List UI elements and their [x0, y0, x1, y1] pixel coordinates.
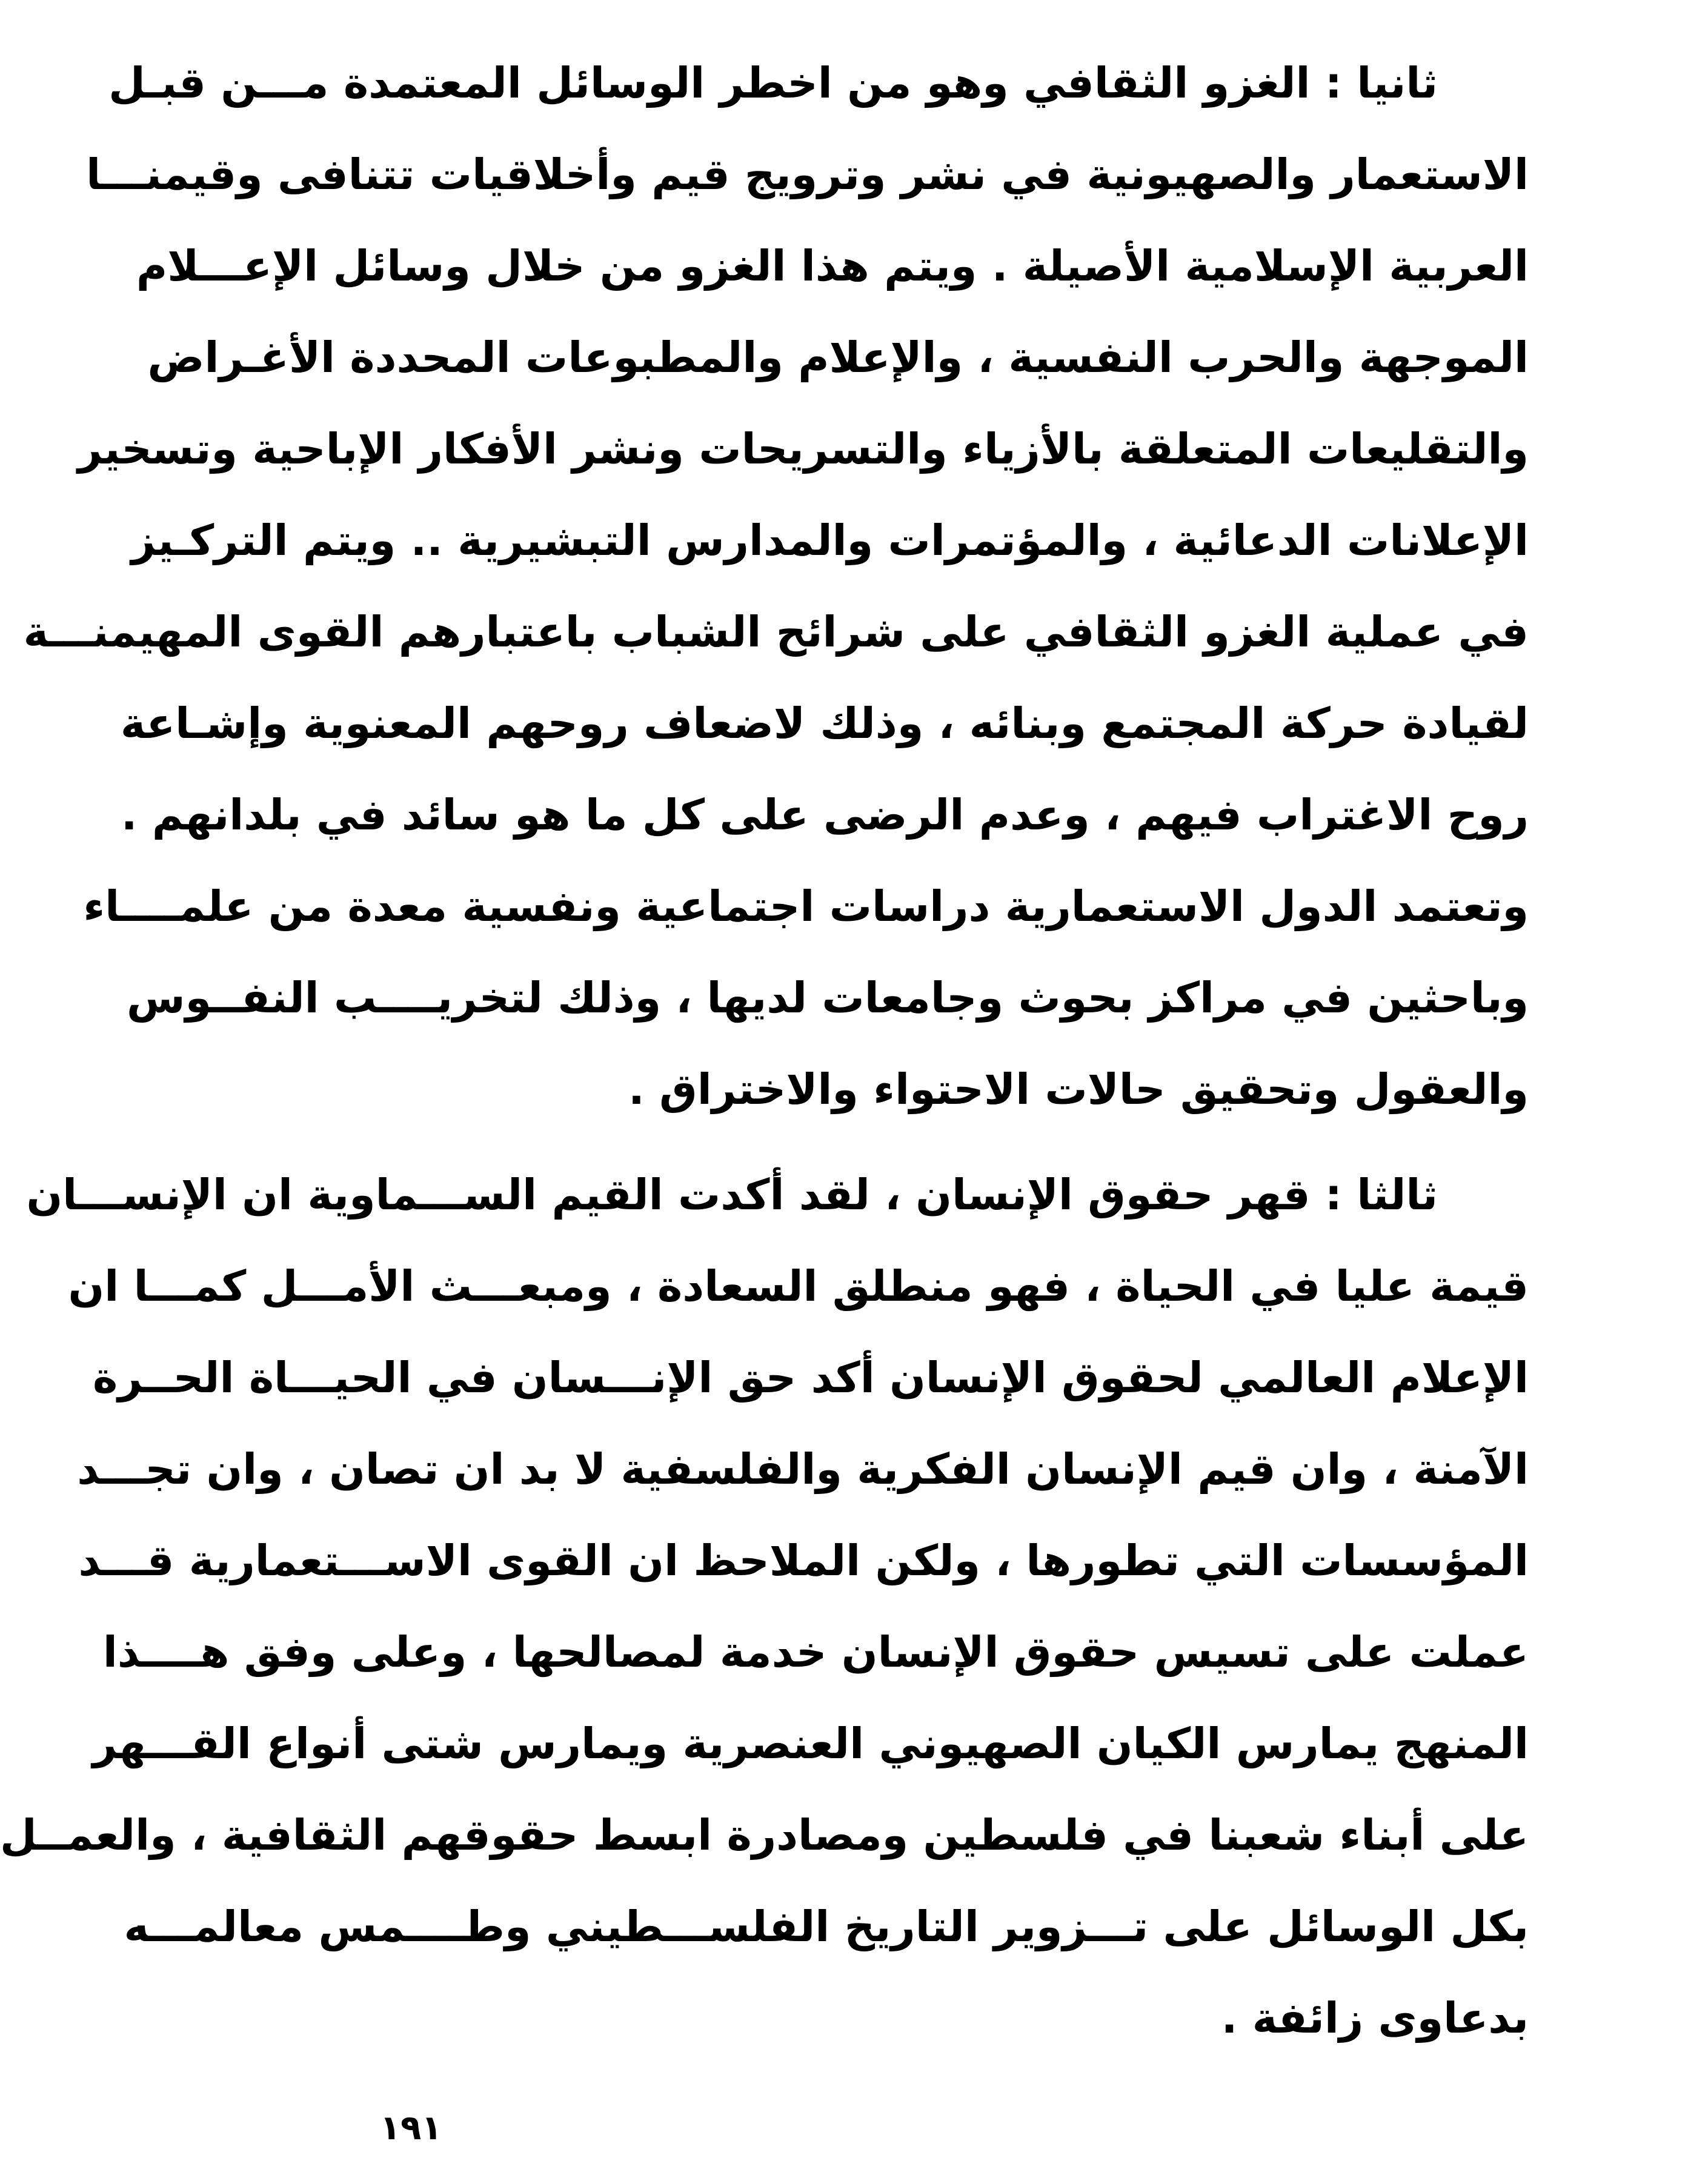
text-line: الاستعمار والصهيونية في نشر وترويج قيم وأخلاقيات تتنافى وقيمنـــا: [86, 150, 1529, 199]
text-line: في عملية الغزو الثقافي على شرائح الشباب باعتبارهم القوى المهيمنـــة: [23, 607, 1529, 657]
text-line: قيمة عليا في الحياة ، فهو منطلق السعادة ، ومبعـــث الأمـــل كمـــا ان: [68, 1261, 1529, 1311]
text-line: العربية الإسلامية الأصيلة . ويتم هذا الغزو من خلال وسائل الإعـــلام: [136, 241, 1529, 291]
page-number: ١٩١: [380, 2108, 442, 2148]
text-line: وباحثين في مراكز بحوث وجامعات لديها ، وذلك لتخريــــب النفــوس: [127, 973, 1529, 1023]
text-line: والتقليعات المتعلقة بالأزياء والتسريحات ونشر الأفكار الإباحية وتسخير: [78, 424, 1529, 474]
text-line: المؤسسات التي تطورها ، ولكن الملاحظ ان القوى الاســـتعمارية قـــد: [78, 1536, 1529, 1585]
text-line: على أبناء شعبنا في فلسطين ومصادرة ابسط حقوقهم الثقافية ، والعمــل: [0, 1810, 1529, 1860]
text-line: وتعتمد الدول الاستعمارية دراسات اجتماعية ونفسية معدة من علمــــاء: [83, 881, 1529, 931]
text-line: بدعاوى زائفة .: [1221, 1993, 1529, 2043]
text-line: روح الاغتراب فيهم ، وعدم الرضى على كل ما هو سائد في بلدانهم .: [121, 790, 1529, 840]
text-line: بكل الوسائل على تـــزوير التاريخ الفلســـطيني وطــــمس معالمـــه: [124, 1902, 1529, 1951]
text-line: الآمنة ، وان قيم الإنسان الفكرية والفلسفية لا بد ان تصان ، وان تجـــد: [77, 1444, 1529, 1494]
text-line: ثالثا : قهر حقوق الإنسان ، لقد أكدت القيم الســـماوية ان الإنســـان: [26, 1170, 1438, 1220]
text-line: والعقول وتحقيق حالات الاحتواء والاختراق .: [628, 1064, 1529, 1114]
paragraph-cultural-invasion: [23, 38, 1529, 1135]
text-line: الإعلانات الدعائية ، والمؤتمرات والمدارس التبشيرية .. ويتم التركـيز: [131, 516, 1529, 565]
paragraph-human-rights: [0, 1149, 1529, 2064]
text-line: المنهج يمارس الكيان الصهيوني العنصرية ويمارس شتى أنواع القـــهر: [92, 1719, 1529, 1768]
text-line: الموجهة والحرب النفسية ، والإعلام والمطبوعات المحددة الأغـراض: [147, 333, 1529, 382]
text-line: عملت على تسيس حقوق الإنسان خدمة لمصالحها ، وعلى وفق هــــذا: [102, 1627, 1529, 1677]
text-line: ثانيا : الغزو الثقافي وهو من اخطر الوسائل المعتمدة مـــن قبـل: [108, 58, 1438, 108]
text-line: لقيادة حركة المجتمع وبنائه ، وذلك لاضعاف روحهم المعنوية وإشـاعة: [120, 699, 1529, 748]
text-line: الإعلام العالمي لحقوق الإنسان أكد حق الإنـــسان في الحيـــاة الحــرة: [93, 1353, 1529, 1403]
